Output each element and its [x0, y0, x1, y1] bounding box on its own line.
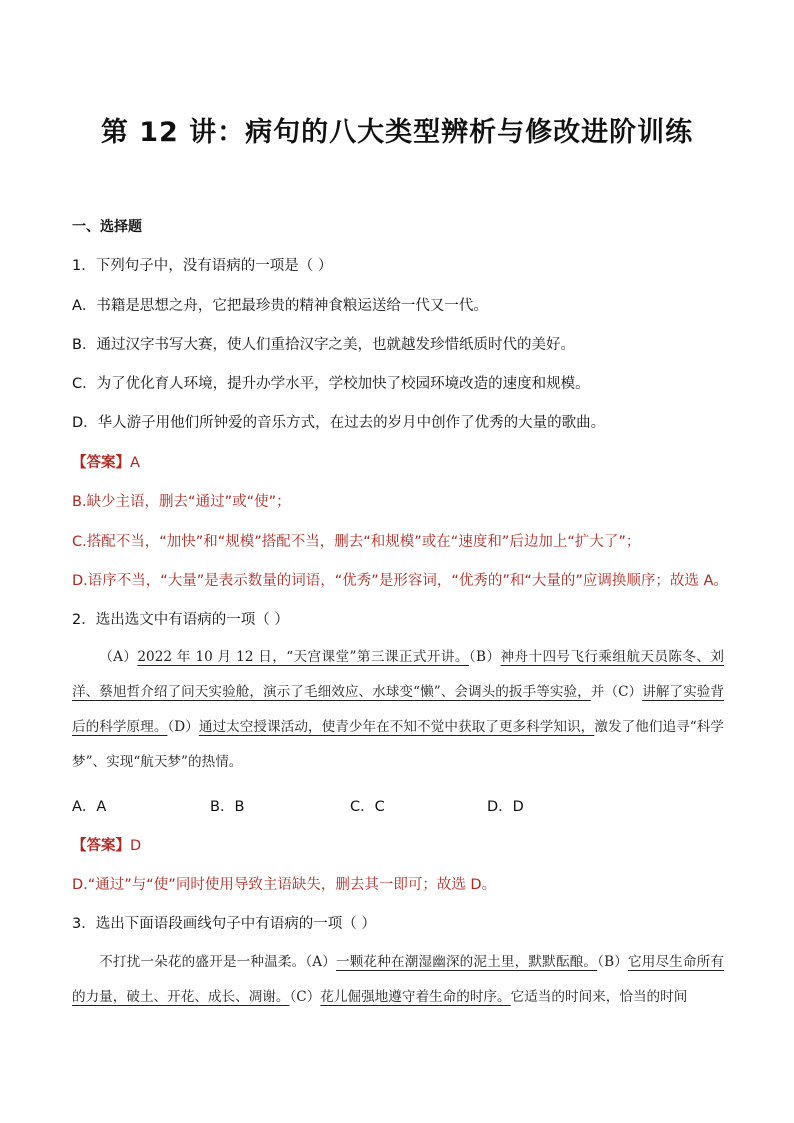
q1-answer [72, 451, 732, 472]
passage-tail: 它适当的时间来，恰当的时间 [510, 989, 688, 1005]
label-d: （D） [167, 719, 199, 735]
sentence-b: 神舟十四号飞行乘组航天员陈冬、刘洋、蔡旭哲介绍了问天实验舱，演示了毛细效应、水球变“懒”、会调头的扳手等实验， [72, 649, 724, 700]
passage-tail: 激发了他们追寻“科学梦”、实现“航天梦”的热情。 [72, 719, 725, 770]
sentence-a: 一颗花种在潮湿幽深的泥土里，默默酝酿。 [336, 954, 598, 970]
q1-explanation-b: B.缺少主语，删去“通过”或“使”； [72, 494, 291, 510]
answer-value: A [130, 455, 140, 471]
q1-explanation-d: D.语序不当，“大量”是表示数量的词语，“优秀”是形容词，“优秀的”和“大量的”应调换顺序；故选 A。 [72, 573, 728, 589]
q2-option-c: C．C [350, 799, 385, 815]
q1-option-c: C．为了优化育人环境，提升办学水平，学校加快了校园环境改造的速度和规模。 [72, 376, 590, 392]
q2-explanation: D.“通过”与“使”同时使用导致主语缺失，删去其一即可；故选 D。 [72, 877, 497, 893]
q1-stem: 1．下列句子中，没有语病的一项是（ ） [72, 258, 333, 274]
q2-options [72, 795, 732, 816]
answer-tag: 【答案】 [72, 455, 130, 471]
q2-option-b: B．B [210, 799, 245, 815]
q2-passage [72, 640, 724, 780]
label-b: （B） [468, 649, 501, 665]
label-a: （A） [99, 649, 138, 665]
q2-answer [72, 834, 732, 855]
label-c: （C） [604, 684, 643, 700]
label-a: （A） [305, 954, 336, 970]
sentence-b: 它用尽生命所有的力量，破土、开花、成长、凋谢。 [72, 954, 725, 1005]
sentence-a: 2022 年 10 月 12 日，“天宫课堂”第三课正式开讲。 [137, 649, 469, 665]
page-title: 第 12 讲：病句的八大类型辨析与修改进阶训练 [100, 117, 694, 148]
answer-value: D [130, 838, 142, 854]
q1-option-d: D．华人游子用他们所钟爱的音乐方式，在过去的岁月中创作了优秀的大量的歌曲。 [72, 415, 606, 431]
q3-stem: 3．选出下面语段画线句子中有语病的一项（ ） [72, 916, 376, 932]
q2-option-a: A．A [72, 799, 107, 815]
q1-option-b: B．通过汉字书写大赛，使人们重拾汉字之美，也就越发珍惜纸质时代的美好。 [72, 337, 575, 353]
label-c: （C） [289, 989, 321, 1005]
q1-option-a: A．书籍是思想之舟，它把最珍贵的精神食粮运送给一代又一代。 [72, 298, 488, 314]
sentence-d: 通过太空授课活动，使青少年在不知不觉中获取了更多科学知识， [198, 719, 595, 735]
connector: 并 [590, 684, 605, 700]
q3-passage [72, 945, 724, 1015]
section-heading: 一、选择题 [72, 219, 142, 235]
answer-tag: 【答案】 [72, 838, 130, 854]
q2-option-d: D．D [487, 799, 524, 815]
q2-stem: 2．选出选文中有语病的一项（ ） [72, 612, 289, 628]
sentence-c: 花儿倔强地遵守着生命的时序。 [320, 989, 511, 1005]
label-b: （B） [597, 954, 628, 970]
q1-explanation-c: C.搭配不当，“加快”和“规模”搭配不当，删去“和规模”或在“速度和”后边加上“扩大了”； [72, 534, 641, 550]
passage-intro: 不打扰一朵花的盛开是一种温柔。 [99, 954, 306, 970]
sentence-c: 讲解了实验背后的科学原理。 [72, 684, 725, 735]
